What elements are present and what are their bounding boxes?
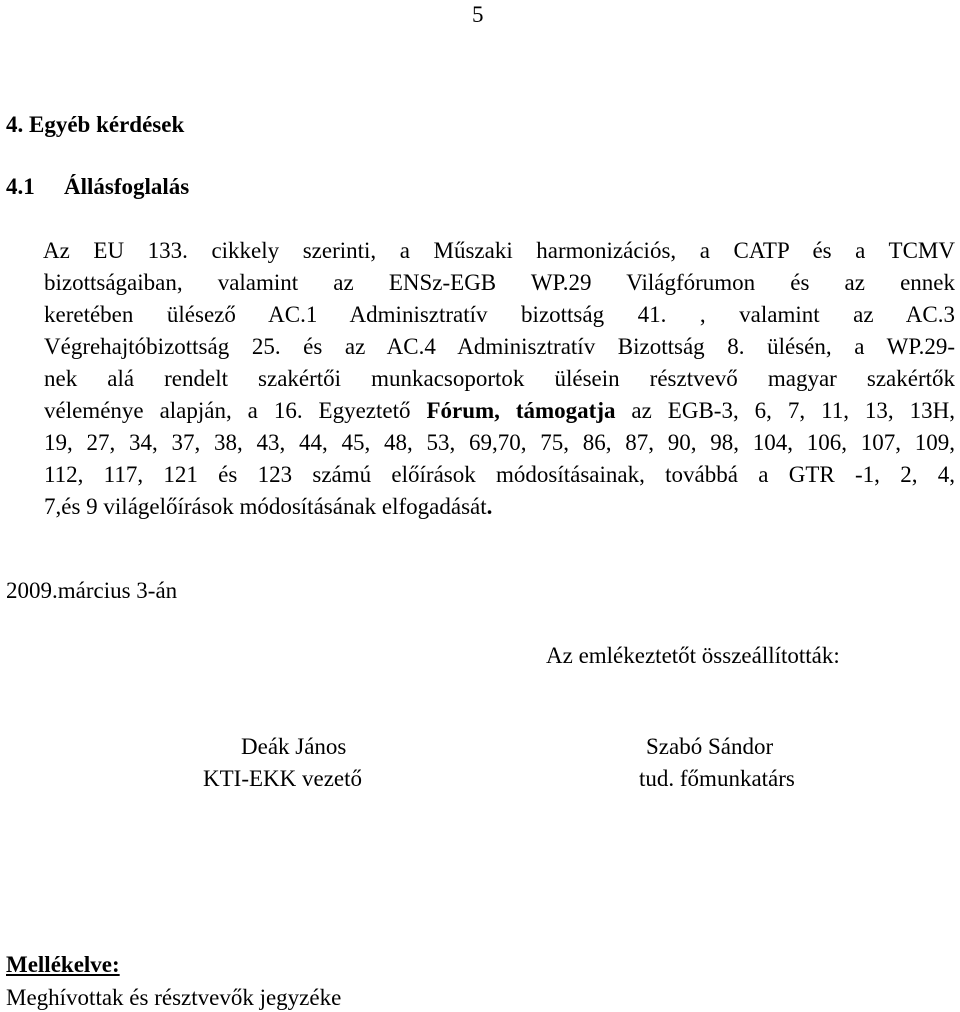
paragraph-line: nek alá rendelt szakértői munkacsoportok ülésein résztvevő magyar szakértők — [44, 366, 955, 391]
subsection-heading — [6, 174, 189, 199]
subsection-number: 4.1 — [6, 174, 35, 199]
signature-left-role: KTI-EKK vezető — [203, 766, 363, 791]
paragraph-bold-text: Fórum, támogatja — [426, 398, 616, 423]
paragraph-line: bizottságaiban, valamint az ENSz-EGB WP.29 Világfórumon és az ennek — [44, 270, 955, 295]
page-number: 5 — [472, 2, 484, 27]
signature-right-role: tud. főmunkatárs — [639, 766, 795, 791]
date: 2009.március 3-án — [6, 578, 178, 603]
attachment-heading: Mellékelve: — [6, 952, 120, 977]
paragraph-line: keretében ülésező AC.1 Adminisztratív bizottság 41. , valamint az AC.3 — [44, 302, 955, 327]
paragraph-line — [44, 398, 955, 423]
paragraph-line: Az EU 133. cikkely szerinti, a Műszaki harmonizációs, a CATP és a TCMV — [43, 238, 955, 263]
compilers-label: Az emlékeztetőt összeállították: — [546, 643, 840, 668]
paragraph-text: 7,és 9 világelőírások módosításának elfogadását — [44, 494, 487, 519]
paragraph-line — [44, 494, 955, 519]
paragraph-line: 19, 27, 34, 37, 38, 43, 44, 45, 48, 53, 69,70, 75, 86, 87, 90, 98, 104, 106, 107, 109, — [44, 430, 955, 455]
section-heading: 4. Egyéb kérdések — [6, 112, 185, 137]
signature-left-name: Deák János — [241, 734, 347, 759]
paragraph-bold-period: . — [486, 494, 493, 519]
paragraph-text: véleménye alapján, a 16. Egyeztető — [44, 398, 427, 423]
signature-right-name: Szabó Sándor — [646, 734, 774, 759]
paragraph-line: Végrehajtóbizottság 25. és az AC.4 Adminisztratív Bizottság 8. ülésén, a WP.29- — [44, 334, 955, 359]
paragraph-text: az EGB-3, 6, 7, 11, 13, 13H, — [615, 398, 955, 423]
subsection-title: Állásfoglalás — [64, 174, 190, 199]
attachment-text: Meghívottak és résztvevők jegyzéke — [6, 985, 342, 1010]
paragraph-line: 112, 117, 121 és 123 számú előírások módosításainak, továbbá a GTR -1, 2, 4, — [44, 462, 955, 487]
